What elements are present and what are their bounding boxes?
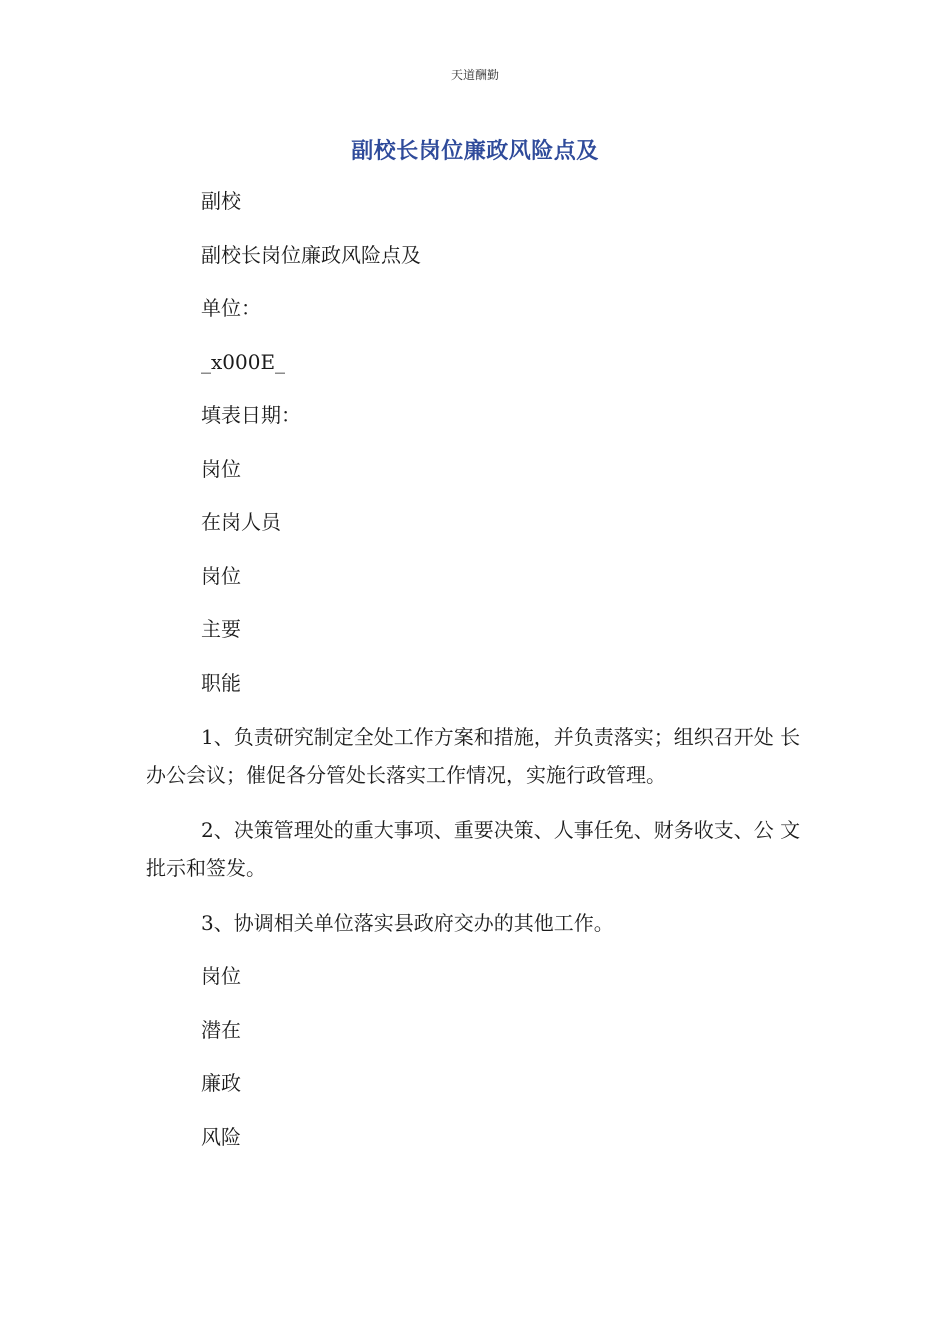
- text-line: 潜在: [201, 1018, 241, 1042]
- text-line: 副校长岗位廉政风险点及: [201, 243, 421, 267]
- paragraph: 1、负责研究制定全处工作方案和措施，并负责落实；组织召开处 长办公会议；催促各分管处长落实工作情况，实施行政管理。: [146, 725, 801, 787]
- text-line: 副校: [201, 189, 241, 213]
- text-line: 岗位: [201, 457, 241, 481]
- text-line: 职能: [201, 671, 241, 695]
- text-line: 单位：: [201, 296, 261, 320]
- text-line: _x000E_: [201, 350, 286, 374]
- text-line: 廉政: [201, 1071, 241, 1095]
- text-line: 在岗人员: [201, 510, 281, 534]
- text-line: 主要: [201, 617, 241, 641]
- paragraph: 3、协调相关单位落实县政府交办的其他工作。: [201, 911, 614, 935]
- text-line: 岗位: [201, 564, 241, 588]
- text-line: 填表日期：: [201, 403, 301, 427]
- text-line: 岗位: [201, 964, 241, 988]
- paragraph: 2、决策管理处的重大事项、重要决策、人事任免、财务收支、公 文批示和签发。: [146, 818, 801, 880]
- document-title: 副校长岗位廉政风险点及: [351, 139, 599, 164]
- page-header: 天道酬勤: [450, 68, 499, 82]
- text-line: 风险: [201, 1125, 241, 1149]
